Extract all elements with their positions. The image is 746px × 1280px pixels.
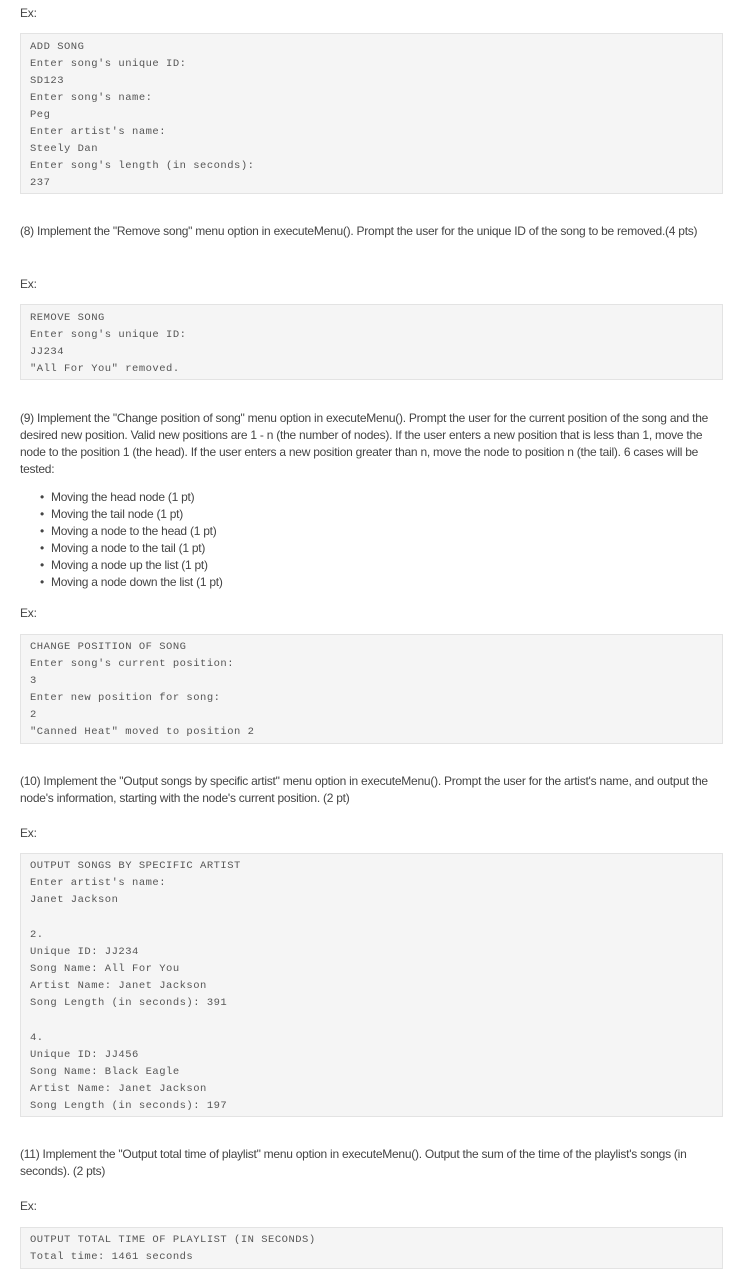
bullet-icon: • [40,490,44,504]
instruction-paragraph-9: (9) Implement the "Change position of song" menu option in executeMenu(). Prompt the user for the current position of the song and the desired new position. Valid new positions are 1 - n (the number of nodes). If the user enters a new position that is less than 1, move the node to the position 1 (the head). If the user enters a new position greater than n, move the node to position n (the tail). 6 cases will be tested: [20,411,709,476]
code-block-add-song [20,33,723,194]
code-line: REMOVE SONG [30,312,105,324]
code-line: OUTPUT SONGS BY SPECIFIC ARTIST [30,860,241,872]
instruction-paragraph-10: (10) Implement the "Output songs by specific artist" menu option in executeMenu(). Prompt the user for the artist's name, and output the node's information, starting with the node's current position. (2 pt) [20,774,708,805]
code-block-total-time [20,1227,723,1269]
code-line: SD123 [30,75,65,87]
list-item-text: Moving a node to the tail (1 pt) [51,541,206,555]
list-item-text: Moving a node up the list (1 pt) [51,558,208,572]
code-line: ADD SONG [30,41,85,53]
example-label: Ex: [20,1199,37,1213]
code-line: Enter song's current position: [30,658,235,670]
instruction-paragraph-8: (8) Implement the "Remove song" menu option in executeMenu(). Prompt the user for the unique ID of the song to be removed.(4 pts) [20,224,698,238]
list-item-text: Moving a node to the head (1 pt) [51,524,217,538]
code-line: Enter song's unique ID: [30,58,187,70]
code-line: Enter song's length (in seconds): [30,160,255,172]
code-block-remove-song [20,304,723,380]
list-item-text: Moving a node down the list (1 pt) [51,575,223,589]
code-line: Steely Dan [30,143,99,155]
code-line: Janet Jackson [30,894,119,906]
code-line: Artist Name: Janet Jackson [30,1083,207,1095]
bullet-icon: • [40,524,44,538]
code-line: Song Length (in seconds): 197 [30,1100,228,1112]
bullet-icon: • [40,575,44,589]
example-label: Ex: [20,826,37,840]
code-line: 2. [30,929,44,941]
example-label: Ex: [20,277,37,291]
code-line: Artist Name: Janet Jackson [30,980,207,992]
code-line: 3 [30,675,37,687]
code-line: CHANGE POSITION OF SONG [30,641,187,653]
code-line: OUTPUT TOTAL TIME OF PLAYLIST (IN SECONDS) [30,1234,316,1246]
code-line: Song Name: All For You [30,963,180,975]
list-item [40,574,223,591]
code-line: 2 [30,709,37,721]
list-item [40,506,223,523]
bullet-icon: • [40,558,44,572]
code-line: Enter song's unique ID: [30,329,187,341]
list-item [40,540,223,557]
list-item-text: Moving the tail node (1 pt) [51,507,183,521]
code-line: 4. [30,1032,44,1044]
example-label: Ex: [20,6,37,20]
test-case-list [40,489,223,591]
code-line: "Canned Heat" moved to position 2 [30,726,255,738]
code-line: Unique ID: JJ234 [30,946,139,958]
code-line: Enter artist's name: [30,877,167,889]
bullet-icon: • [40,507,44,521]
code-line: Enter new position for song: [30,692,221,704]
code-line: Enter artist's name: [30,126,167,138]
list-item [40,523,223,540]
instruction-paragraph-11: (11) Implement the "Output total time of playlist" menu option in executeMenu(). Output the sum of the time of the playlist's songs (in seconds). (2 pts) [20,1147,687,1178]
list-item-text: Moving the head node (1 pt) [51,490,195,504]
code-line: 237 [30,177,51,189]
code-line: Song Name: Black Eagle [30,1066,180,1078]
code-line: JJ234 [30,346,65,358]
code-line: Unique ID: JJ456 [30,1049,139,1061]
list-item [40,557,223,574]
code-line: Song Length (in seconds): 391 [30,997,228,1009]
example-label: Ex: [20,606,37,620]
code-line: Peg [30,109,51,121]
code-block-songs-by-artist [20,853,723,1117]
code-line: Enter song's name: [30,92,153,104]
code-line: Total time: 1461 seconds [30,1251,194,1263]
code-block-change-position [20,634,723,744]
bullet-icon: • [40,541,44,555]
code-line: "All For You" removed. [30,363,180,375]
list-item [40,489,223,506]
